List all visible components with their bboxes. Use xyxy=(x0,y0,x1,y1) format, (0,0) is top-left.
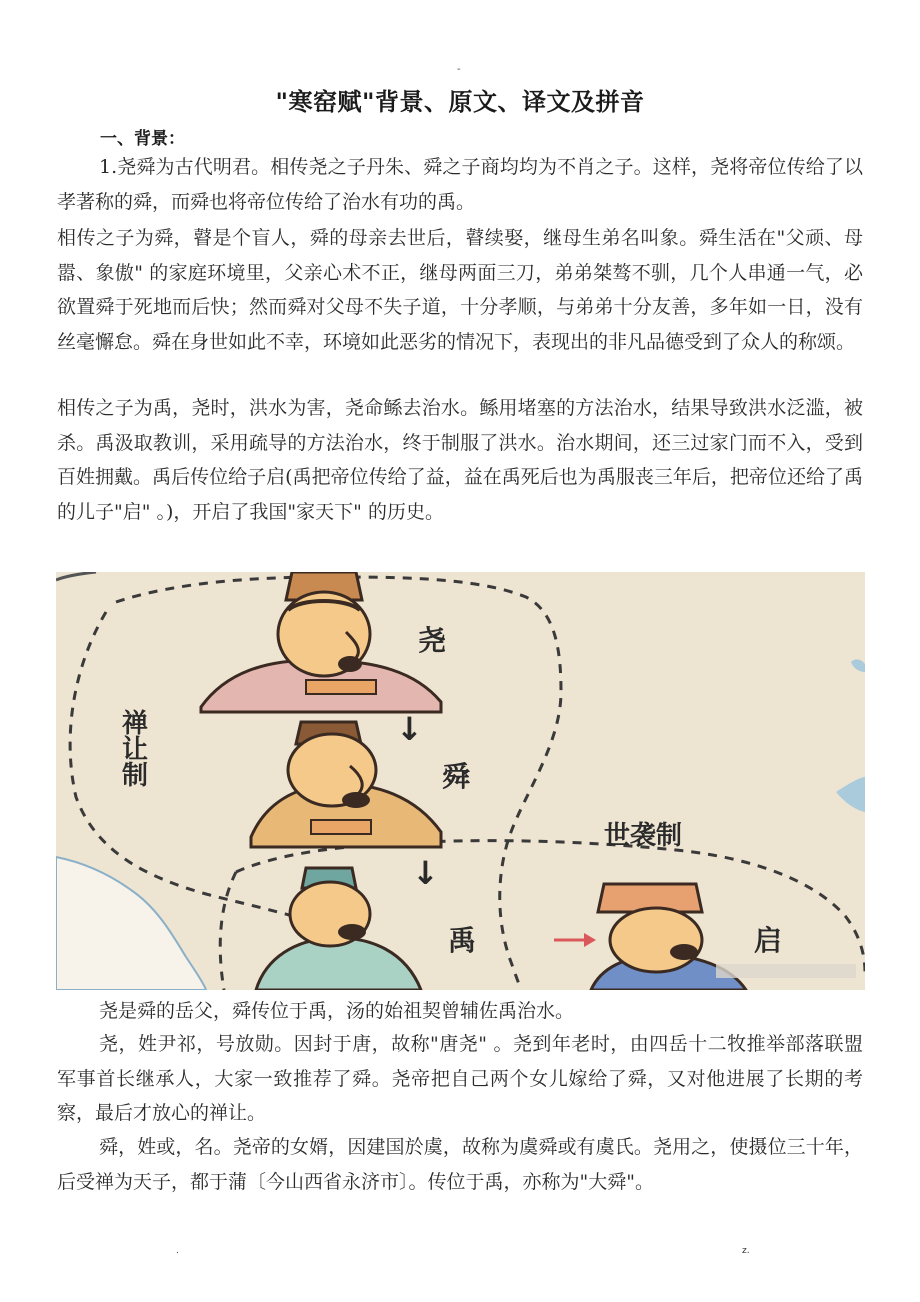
label-shun: 舜 xyxy=(442,760,471,793)
paragraph-4: 尧是舜的岳父，舜传位于禹，汤的始祖契曾辅佐禹治水。 xyxy=(99,1000,575,1022)
footer-right: z. xyxy=(742,1246,750,1256)
down-arrow-1: ↓ xyxy=(396,710,423,748)
down-arrow-2: ↓ xyxy=(412,854,439,892)
paragraph-3: 相传之子为禹，尧时，洪水为害，尧命鲧去治水。鲧用堵塞的方法治水，结果导致洪水泛滥，被杀。禹汲取教训，采用疏导的方法治水，终于制服了洪水。治水期间，还三过家门而不入，受到百姓拥戴。禹后传位给子启(禹把帝位传给了益，益在禹死后也为禹服丧三年后，把帝位还给了禹的儿子"启" 。)，开启了我国"家天下" 的历史。 xyxy=(57,397,863,523)
label-shixi: 世袭制 xyxy=(604,821,683,851)
paragraph-6: 舜，姓或，名。尧帝的女婿，因建国於虞，故称为虞舜或有虞氏。尧用之，使摄位三十年，后受禅为天子，都于蒲〔今山西省永济市〕。传位于禹，亦称为"大舜"。 xyxy=(57,1136,863,1193)
document-title: "寒窑赋"背景、原文、译文及拼音 xyxy=(275,88,645,116)
label-shanrang-2: 让 xyxy=(122,735,149,765)
label-yu: 禹 xyxy=(448,924,477,957)
section-heading-background: 一、背景： xyxy=(100,129,185,149)
paragraph-5: 尧，姓尹祁，号放勋。因封于唐，故称"唐尧" 。尧到年老时，由四岳十二牧推举部落联盟军事首长继承人，大家一致推荐了舜。尧帝把自己两个女儿嫁给了舜，又对他进展了长期的考察，最后才放心的禅让。 xyxy=(57,1033,863,1124)
succession-illustration xyxy=(56,572,865,990)
label-shanrang-3: 制 xyxy=(122,761,149,791)
label-qi: 启 xyxy=(754,924,783,957)
paragraph-1: 1.尧舜为古代明君。相传尧之子丹朱、舜之子商均均为不肖之子。这样，尧将帝位传给了以孝著称的舜，而舜也将帝位传给了治水有功的禹。 xyxy=(57,156,863,213)
paragraph-2: 相传之子为舜，瞽是个盲人，舜的母亲去世后，瞽续娶，继母生弟名叫象。舜生活在"父顽、母嚣、象傲" 的家庭环境里，父亲心术不正，继母两面三刀，弟弟桀骜不驯，几个人串通一气，必欲置舜于死地而后快；然而舜对父母不失子道，十分孝顺，与弟弟十分友善，多年如一日，没有丝毫懈怠。舜在身世如此不幸，环境如此恶劣的情况下，表现出的非凡品德受到了众人的称颂。 xyxy=(57,227,863,353)
footer-left: . xyxy=(176,1246,179,1256)
label-shanrang-1: 禅 xyxy=(122,709,149,739)
label-yao: 尧 xyxy=(418,624,447,657)
top-mark: - xyxy=(457,64,461,75)
